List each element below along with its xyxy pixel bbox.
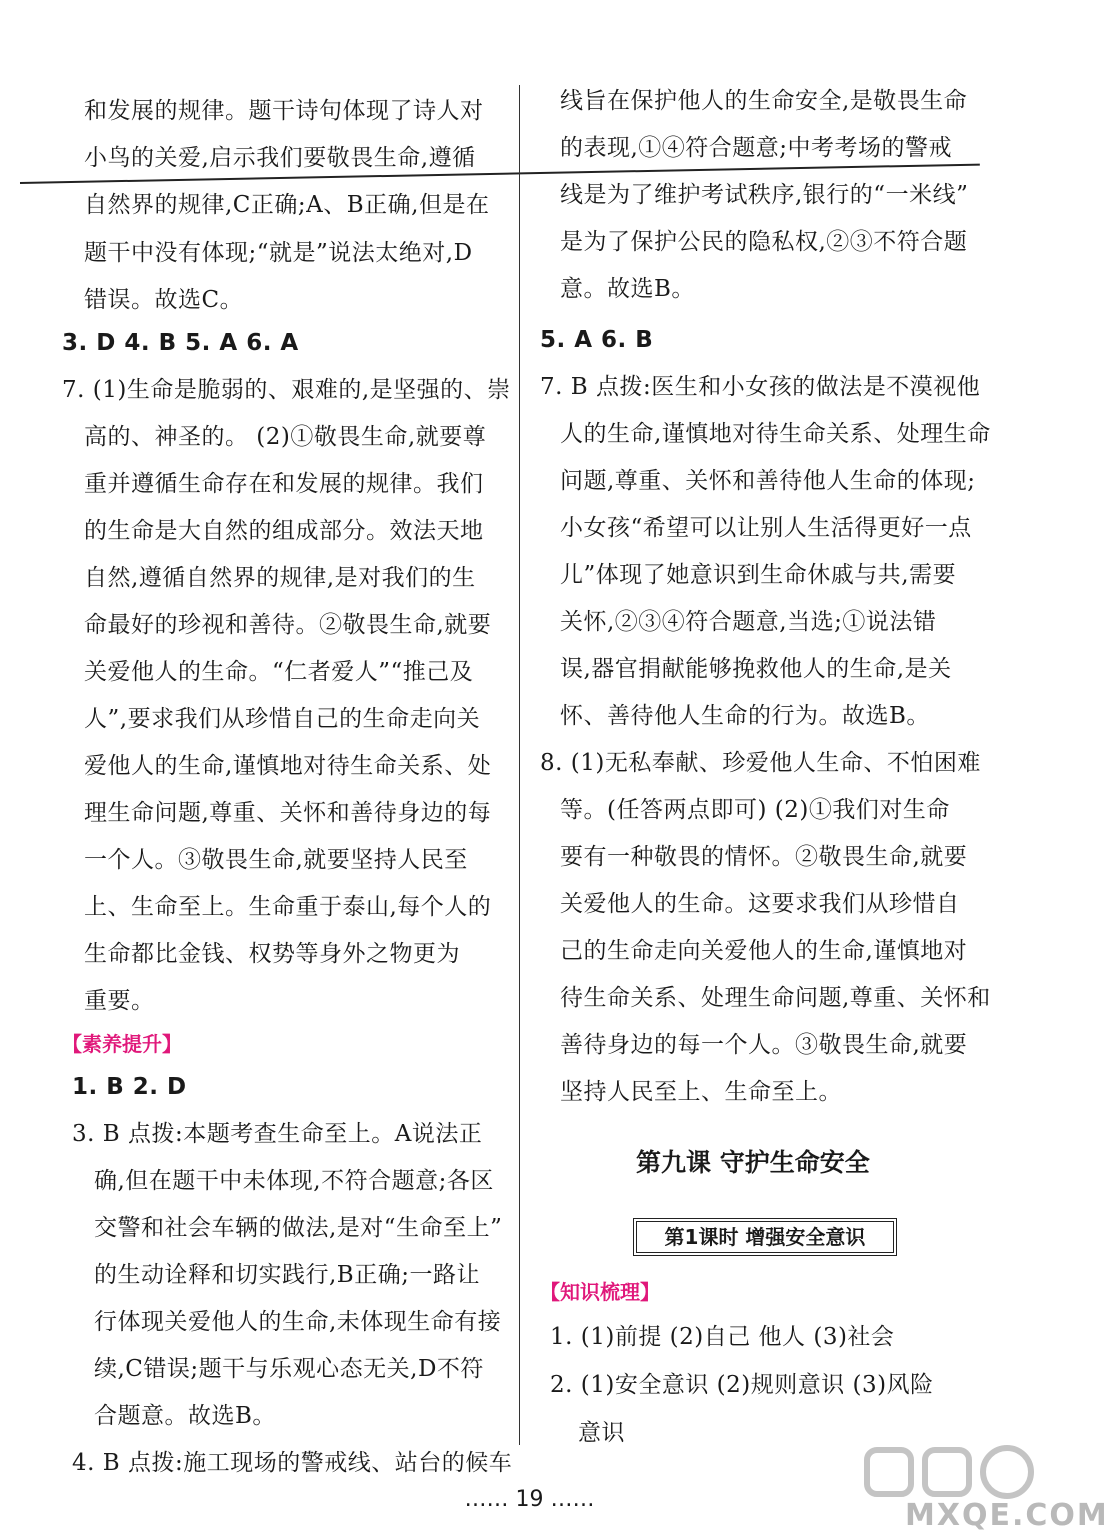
text-line: 命最好的珍视和善待。②敬畏生命,就要	[84, 612, 492, 638]
text-line: 的生动诠释和切实践行,B正确;一路让	[94, 1262, 480, 1288]
text-line: 一个人。③敬畏生命,就要坚持人民至	[84, 847, 468, 873]
lesson-title: 第九课 守护生命安全	[636, 1148, 870, 1177]
text-line: 是为了保护公民的隐私权,②③不符合题	[560, 229, 968, 255]
question-7-line: 7. B 点拨:医生和小女孩的做法是不漠视他	[540, 374, 981, 400]
answer-line: 3. D 4. B 5. A 6. A	[62, 330, 299, 356]
text-line: 等。(任答两点即可) (2)①我们对生命	[560, 797, 950, 823]
text-line: 爱他人的生命,谨慎地对待生命关系、处	[84, 753, 492, 779]
question-7-line: 7. (1)生命是脆弱的、艰难的,是坚强的、崇	[62, 377, 511, 403]
knowledge-item-2: 2. (1)安全意识 (2)规则意识 (3)风险	[550, 1372, 934, 1398]
text-line: 善待身边的每一个人。③敬畏生命,就要	[560, 1032, 968, 1058]
answer-line: 5. A 6. B	[540, 327, 654, 353]
text-line: 上、生命至上。生命重于泰山,每个人的	[84, 894, 492, 920]
question-8-line: 8. (1)无私奉献、珍爱他人生命、不怕困难	[540, 750, 981, 776]
text-line: 续,C错误;题干与乐观心态无关,D不符	[94, 1356, 484, 1382]
text-line: 理生命问题,尊重、关怀和善待身边的每	[84, 800, 492, 826]
text-line: 交警和社会车辆的做法,是对“生命至上”	[94, 1215, 503, 1241]
text-line: 自然,遵循自然界的规律,是对我们的生	[84, 565, 476, 591]
section-tag-literacy: 【素养提升】	[62, 1032, 182, 1056]
text-line: 问题,尊重、关怀和善待他人生命的体现;	[560, 468, 976, 494]
text-line: 人的生命,谨慎地对待生命关系、处理生命	[560, 421, 991, 447]
text-line: 自然界的规律,C正确;A、B正确,但是在	[84, 192, 490, 218]
text-line: 人”,要求我们从珍惜自己的生命走向关	[84, 706, 481, 732]
column-divider	[519, 85, 520, 1445]
text-line: 的表现,①④符合题意;中考考场的警戒	[560, 135, 953, 161]
text-line: 关怀,②③④符合题意,当选;①说法错	[560, 609, 937, 635]
text-line: 意识	[578, 1420, 625, 1446]
text-line: 小鸟的关爱,启示我们要敬畏生命,遵循	[84, 145, 476, 171]
text-line: 待生命关系、处理生命问题,尊重、关怀和	[560, 985, 991, 1011]
text-line: 误,器官捐献能够挽救他人的生命,是关	[560, 656, 952, 682]
text-line: 错误。故选C。	[84, 287, 244, 313]
text-line: 意。故选B。	[560, 276, 695, 302]
text-line: 线旨在保护他人的生命安全,是敬畏生命	[560, 88, 968, 114]
watermark-text: MXQE.COM	[905, 1498, 1109, 1533]
text-line: 己的生命走向关爱他人的生命,谨慎地对	[560, 938, 968, 964]
page-number: …… 19 ……	[464, 1487, 595, 1512]
section-tag-knowledge: 【知识梳理】	[540, 1280, 660, 1304]
text-line: 小女孩“希望可以让别人生活得更好一点	[560, 515, 972, 541]
text-line: 要有一种敬畏的情怀。②敬畏生命,就要	[560, 844, 968, 870]
text-line: 高的、神圣的。 (2)①敬畏生命,就要尊	[84, 424, 487, 450]
text-line: 生命都比金钱、权势等身外之物更为	[84, 941, 460, 967]
text-line: 确,但在题干中未体现,不符合题意;各区	[94, 1168, 494, 1194]
answer-line: 1. B 2. D	[72, 1074, 187, 1100]
text-line: 合题意。故选B。	[94, 1403, 276, 1429]
text-line: 关爱他人的生命。“仁者爱人”“推己及	[84, 659, 474, 685]
knowledge-item-1: 1. (1)前提 (2)自己 他人 (3)社会	[550, 1324, 895, 1350]
question-4-line: 4. B 点拨:施工现场的警戒线、站台的候车	[72, 1450, 513, 1476]
text-line: 重并遵循生命存在和发展的规律。我们	[84, 471, 484, 497]
text-line: 坚持人民至上、生命至上。	[560, 1079, 842, 1105]
text-line: 和发展的规律。题干诗句体现了诗人对	[84, 98, 484, 124]
question-3-line: 3. B 点拨:本题考查生命至上。A说法正	[72, 1121, 483, 1147]
text-line: 题干中没有体现;“就是”说法太绝对,D	[84, 240, 473, 266]
text-line: 儿”体现了她意识到生命休戚与共,需要	[560, 562, 957, 588]
text-line: 的生命是大自然的组成部分。效法天地	[84, 518, 484, 544]
text-line: 行体现关爱他人的生命,未体现生命有接	[94, 1309, 502, 1335]
text-line: 重要。	[84, 988, 155, 1014]
text-line: 线是为了维护考试秩序,银行的“一米线”	[560, 182, 969, 208]
text-line: 关爱他人的生命。这要求我们从珍惜自	[560, 891, 960, 917]
text-line: 怀、善待他人生命的行为。故选B。	[560, 703, 930, 729]
lesson-subtitle-box: 第1课时 增强安全意识	[636, 1221, 894, 1253]
